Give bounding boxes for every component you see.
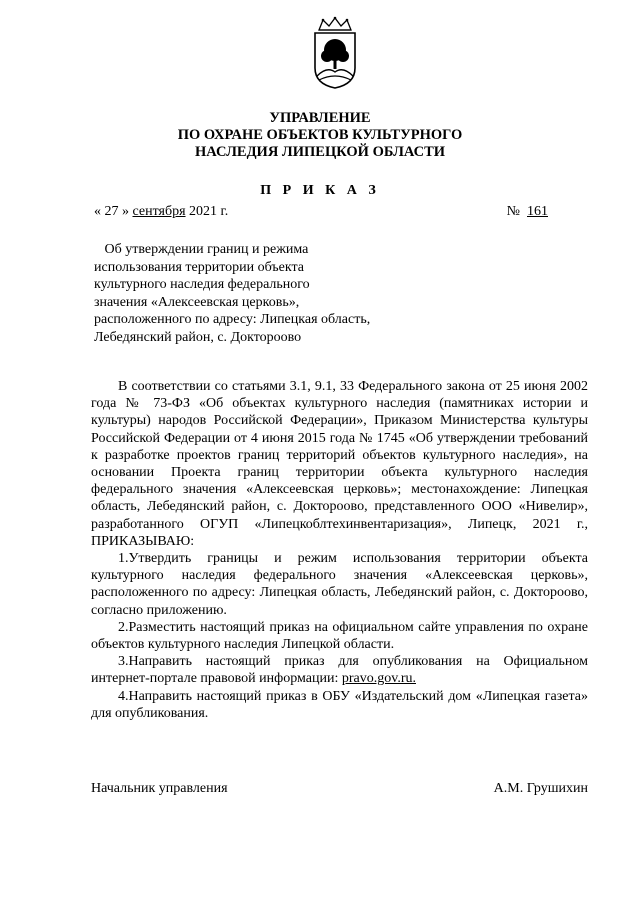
issuer-header — [0, 110, 640, 161]
date-year: 2021 г. — [189, 204, 229, 219]
document-type-title: П Р И К А З — [260, 183, 380, 198]
order-item-2: 2.Разместить настоящий приказ на официальном сайте управления по охране объектов культурного наследия Липецкой области. — [91, 619, 588, 653]
document-subject — [94, 241, 414, 346]
document-body — [91, 378, 588, 722]
subject-line: Об утверждении границ и режима — [104, 242, 309, 257]
lipetsk-coat-of-arms-icon — [305, 16, 365, 90]
issuer-line: ПО ОХРАНЕ ОБЪЕКТОВ КУЛЬТУРНОГО — [177, 127, 463, 143]
signatory-position: Начальник управления — [91, 781, 228, 796]
order-item-1: 1.Утвердить границы и режим использования территории объекта культурного наследия федерального значения «Алексеевская церковь», расположенного по адресу: Липецкая область, Лебедянский район, с. Доктороово, согласно приложению. — [91, 551, 588, 618]
subject-line: использования территории объекта — [94, 259, 304, 275]
body-intro-paragraph: В соответствии со статьями 3.1, 9.1, 33 Федерального закона от 25 июня 2002 года № 73-ФЗ «Об объектах культурного наследия (памятниках истории и культуры) народов Российской Федерации», Приказом Министерства культуры Российской Федерации от 4 июня 2015 года № 1745 «Об утверждении требований к разработке проектов границ территорий объектов культурного наследия», на основании Проекта границ территории объекта культурного наследия федерального значения «Алексеевская церковь»; местонахождение: Липецкая область, Лебедянский район, с. Доктороово, представленного ООО «Нивелир», разработанного ОГУП «Липецкоблтехинвентаризация», Липецк, 2021 г., ПРИКАЗЫВАЮ: — [91, 379, 588, 549]
subject-line: значения «Алексеевская церковь», — [94, 294, 300, 310]
document-number — [507, 204, 548, 220]
number-label: № — [506, 204, 520, 219]
date-close-quote: » — [122, 204, 129, 219]
signatory-name: А.М. Грушихин — [493, 781, 588, 796]
date-day: 27 — [101, 204, 122, 219]
order-item-3-text: 3.Направить настоящий приказ для опубликования на Официальном интернет-портале правовой информации: — [91, 654, 588, 687]
subject-line: Лебедянский район, с. Доктороово — [94, 329, 302, 345]
issuer-line: НАСЛЕДИЯ ЛИПЕЦКОЙ ОБЛАСТИ — [194, 144, 446, 160]
subject-line: расположенного по адресу: Липецкая область, — [94, 312, 371, 327]
document-date — [94, 204, 228, 220]
subject-line: культурного наследия федерального — [94, 277, 310, 292]
date-month: сентября — [132, 204, 186, 219]
issuer-line: УПРАВЛЕНИЕ — [269, 110, 371, 126]
order-item-3 — [91, 653, 588, 687]
order-item-4: 4.Направить настоящий приказ в ОБУ «Издательский дом «Липецкая газета» для опубликования. — [91, 688, 588, 721]
number-value: 161 — [527, 204, 548, 219]
date-open-quote: « — [94, 204, 101, 219]
pravo-gov-link[interactable]: pravo.gov.ru. — [341, 671, 416, 687]
